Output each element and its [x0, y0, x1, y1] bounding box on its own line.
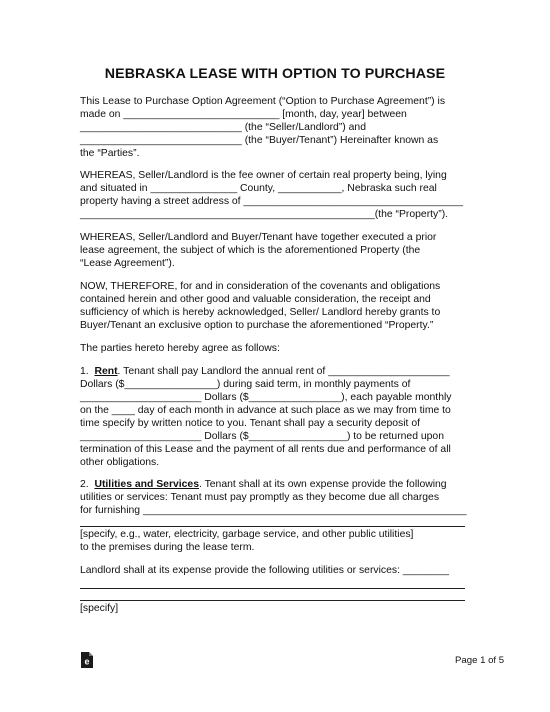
- paragraph-line: NOW, THEREFORE, for and in consideration of the covenants and obligations: [80, 281, 441, 292]
- paragraph-line: Landlord shall at its expense provide the following utilities or services: ________: [80, 565, 450, 576]
- section-utilities: [80, 478, 447, 491]
- paragraph-line: _____________________ Dollars ($________________), each payable monthly: [80, 392, 452, 403]
- paragraph-line: lease agreement, the subject of which is the aforementioned Property (the: [80, 245, 421, 256]
- paragraph-line: sufficiency of which is hereby acknowledged, Seller/ Landlord hereby grants to: [80, 307, 441, 318]
- paragraph-line: made on ___________________________ [month, day, year] between: [80, 109, 407, 120]
- page-number: Page 1 of 5: [455, 655, 505, 666]
- paragraph-line: utilities or services: Tenant must pay promptly as they become due all charges: [80, 492, 440, 503]
- section-heading: Utilities and Services: [94, 479, 199, 490]
- paragraph-line: the “Parties”.: [80, 148, 140, 159]
- paragraph-line: ____________________________ (the “Buyer/Tenant”) Hereinafter known as: [80, 135, 439, 146]
- paragraph-line: time specify by written notice to you. Tenant shall pay a security deposit of: [80, 418, 420, 429]
- paragraph-line: to the premises during the lease term.: [80, 542, 255, 553]
- paragraph-line: ____________________________ (the “Seller/Landlord”) and: [80, 122, 366, 133]
- paragraph-line: property having a street address of ______________________________________: [80, 196, 464, 207]
- paragraph-line: and situated in _______________ County, ___________, Nebraska such real: [80, 183, 437, 194]
- paragraph-line: on the ____ day of each month in advance at such place as we may from time to: [80, 405, 451, 416]
- paragraph-line: This Lease to Purchase Option Agreement (“Option to Purchase Agreement”) is: [80, 96, 446, 107]
- paragraph-line: Dollars ($________________) during said term, in monthly payments of: [80, 379, 411, 390]
- paragraph-line: other obligations.: [80, 457, 160, 468]
- paragraph-line: WHEREAS, Seller/Landlord is the fee owner of certain real property being, lying: [80, 170, 447, 181]
- section-heading: Rent: [94, 366, 118, 377]
- paragraph-line: for furnishing ________________________________________________________: [80, 505, 467, 516]
- blank-fill-line: [80, 600, 465, 601]
- document-title: NEBRASKA LEASE WITH OPTION TO PURCHASE: [104, 66, 446, 82]
- blank-fill-line: [80, 588, 465, 589]
- paragraph-text: . Tenant shall at its own expense provide the following: [198, 479, 447, 490]
- paragraph-line: [specify, e.g., water, electricity, garbage service, and other public utilities]: [80, 529, 414, 540]
- svg-text:e: e: [84, 656, 90, 667]
- paragraph-line: termination of this Lease and the payment of all rents due and performance of all: [80, 444, 451, 455]
- paragraph-line: ___________________________________________________(the “Property”).: [80, 209, 449, 220]
- paragraph-line: Buyer/Tenant an exclusive option to purchase the aforementioned “Property.”: [80, 320, 434, 331]
- section-number: 2.: [80, 479, 89, 490]
- eforms-logo-icon: [80, 652, 94, 668]
- paragraph-line: contained herein and other good and valuable consideration, the receipt and: [80, 294, 431, 305]
- paragraph-line: _____________________ Dollars ($_________________) to be returned upon: [80, 431, 444, 442]
- section-rent: [80, 365, 450, 378]
- paragraph-line: “Lease Agreement”).: [80, 258, 175, 269]
- paragraph-line: WHEREAS, Seller/Landlord and Buyer/Tenant have together executed a prior: [80, 232, 437, 243]
- paragraph-text: . Tenant shall pay Landlord the annual rent of _____________________: [117, 366, 450, 377]
- paragraph-line: The parties hereto hereby agree as follows:: [80, 343, 280, 354]
- blank-fill-line: [80, 526, 465, 527]
- paragraph-line: [specify]: [80, 603, 119, 614]
- section-number: 1.: [80, 366, 89, 377]
